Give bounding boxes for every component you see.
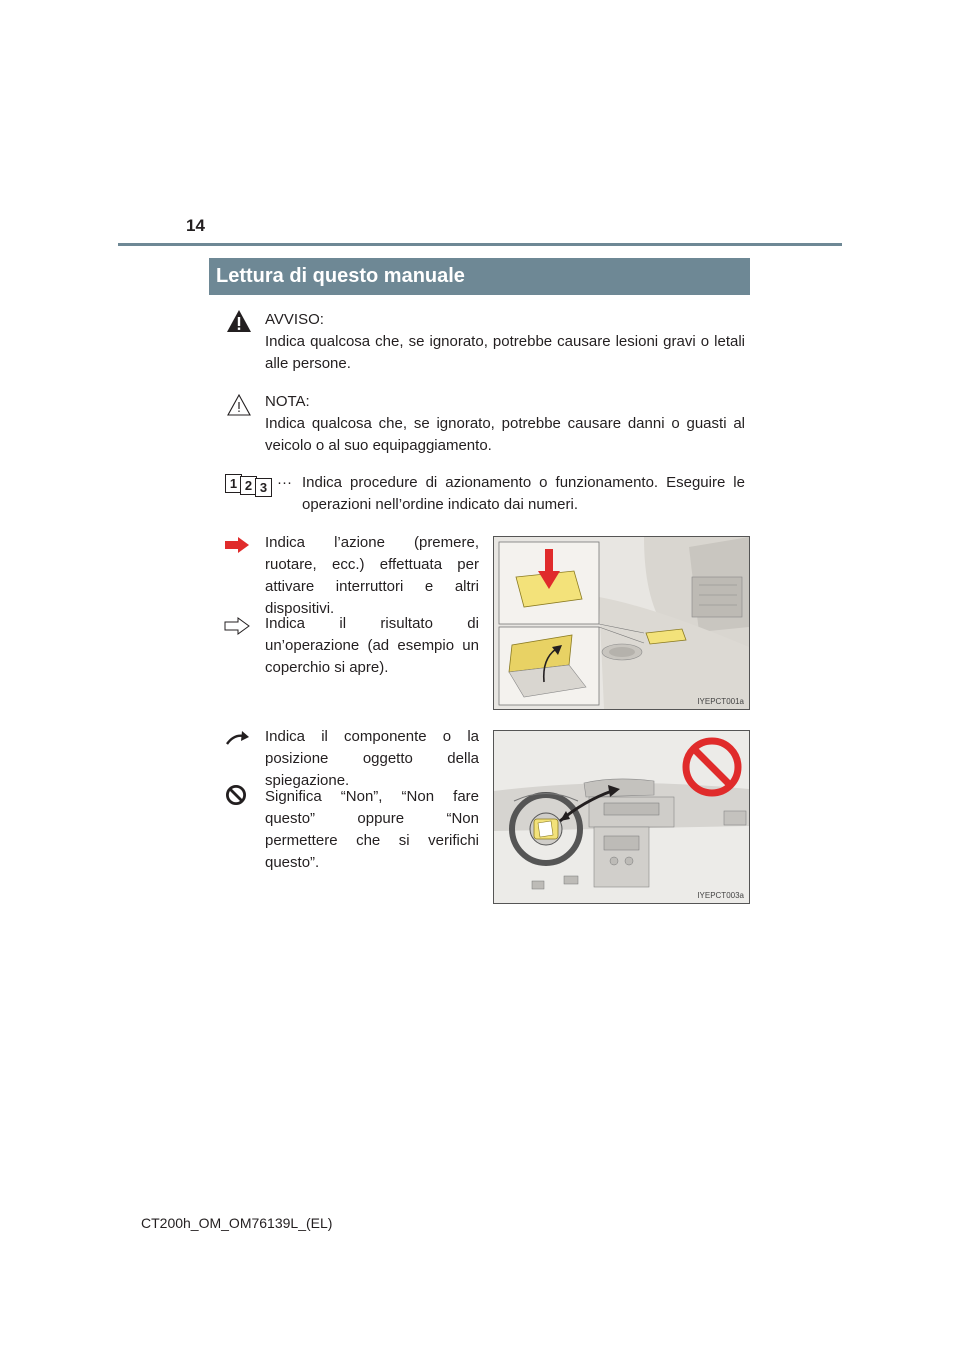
step-number-badge: 3 bbox=[255, 478, 272, 497]
result-arrow-description: Indica il risultato di un’operazione (ad esempio un coperchio si apre). bbox=[265, 615, 479, 676]
caution-label: NOTA: bbox=[265, 393, 310, 410]
warning-label: AVVISO: bbox=[265, 311, 324, 328]
step-number-badge: 1 bbox=[225, 474, 242, 493]
caution-description: Indica qualcosa che, se ignorato, potrebbe causare danni o guasti al veicolo o al suo equipaggiamento. bbox=[265, 415, 745, 454]
prohibition-description: Significa “Non”, “Non fare questo” oppure “Non permettere che si verifichi questo”. bbox=[265, 788, 479, 871]
dashboard-illustration bbox=[493, 730, 750, 904]
ellipsis: ··· bbox=[277, 474, 292, 491]
prohibition-icon bbox=[225, 784, 247, 806]
console-drawing bbox=[494, 537, 749, 709]
step-number-badge: 2 bbox=[240, 476, 257, 495]
pointer-arrow-description: Indica il componente o la posizione oggetto della spiegazione. bbox=[265, 728, 479, 789]
dashboard-drawing bbox=[494, 731, 749, 903]
page-number: 14 bbox=[186, 216, 205, 235]
warning-triangle-filled-icon bbox=[226, 309, 252, 333]
figure-id: IYEPCT003a bbox=[697, 891, 744, 900]
pointer-arrow-icon bbox=[224, 730, 250, 746]
red-action-arrow-icon bbox=[224, 536, 250, 554]
console-illustration bbox=[493, 536, 750, 710]
figure-id: IYEPCT001a bbox=[697, 697, 744, 706]
footer-document-code: CT200h_OM_OM76139L_(EL) bbox=[141, 1215, 333, 1231]
outline-result-arrow-icon bbox=[224, 617, 250, 635]
step-numbers-icon bbox=[225, 474, 277, 494]
section-title: Lettura di questo manuale bbox=[209, 258, 750, 295]
steps-description: Indica procedure di azionamento o funzionamento. Eseguire le operazioni nell’ordine indicato dai numeri. bbox=[302, 474, 745, 513]
header-rule bbox=[118, 243, 842, 246]
caution-triangle-outline-icon bbox=[226, 393, 252, 417]
action-arrow-description: Indica l’azione (premere, ruotare, ecc.) effettuata per attivare interruttori e altri dispositivi. bbox=[265, 534, 479, 617]
warning-description: Indica qualcosa che, se ignorato, potrebbe causare lesioni gravi o letali alle persone. bbox=[265, 333, 745, 372]
